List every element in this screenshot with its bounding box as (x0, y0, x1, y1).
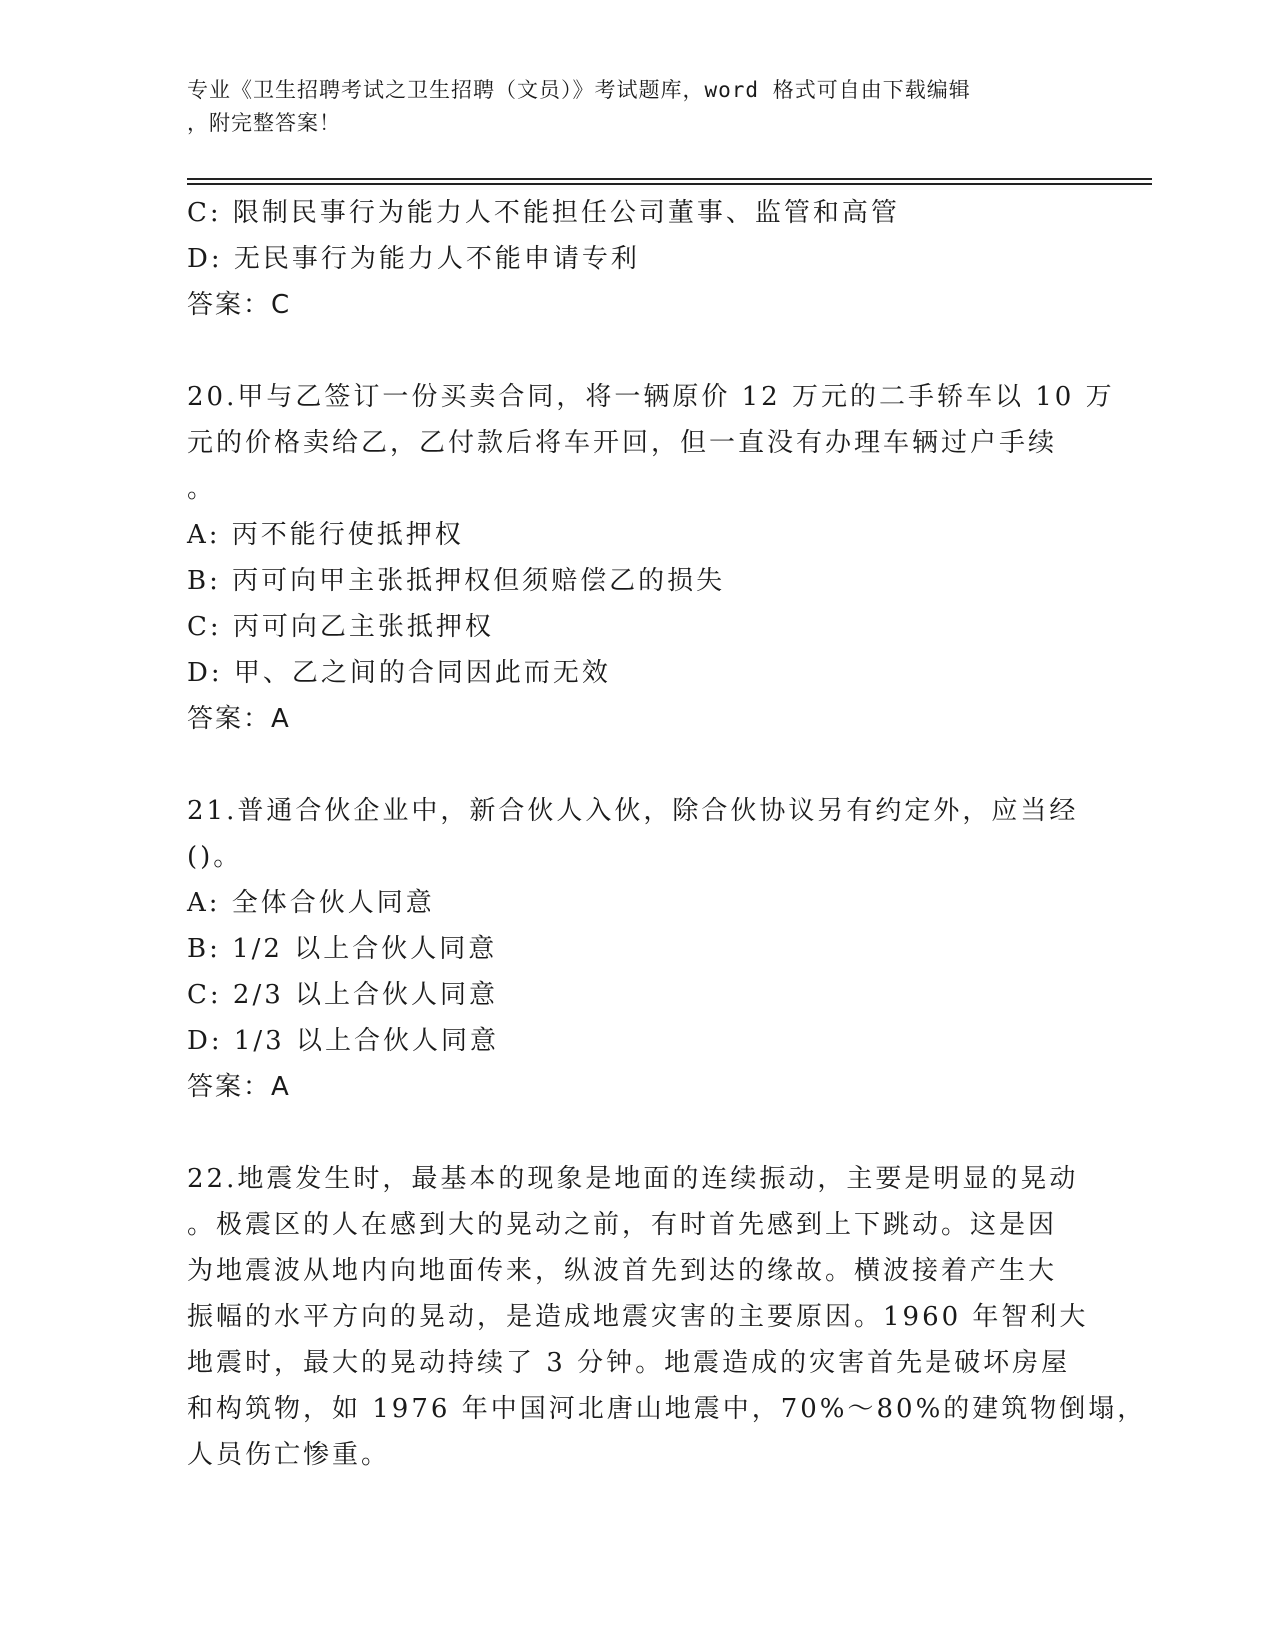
question-21 (187, 788, 1087, 1110)
question-text-line: 元的价格卖给乙，乙付款后将车开回，但一直没有办理车辆过户手续 (187, 428, 1058, 458)
header-rule-top (187, 178, 1152, 180)
question-19-tail (187, 190, 1087, 328)
question-text-line: 人员伤亡惨重。 (187, 1440, 391, 1470)
question-text-line: ()。 (187, 842, 243, 872)
header-line-2: ，附完整答案！ (187, 111, 341, 135)
question-text-line: 22.地震发生时，最基本的现象是地面的连续振动，主要是明显的晃动 (187, 1164, 1079, 1194)
question-text-line: 21.普通合伙企业中，新合伙人入伙，除合伙协议另有约定外，应当经 (187, 796, 1079, 826)
question-text-line: 振幅的水平方向的晃动，是造成地震灾害的主要原因。1960 年智利大 (187, 1302, 1089, 1332)
answer: 答案：A (187, 1072, 291, 1102)
document-header (187, 74, 1067, 140)
question-22 (187, 1156, 1147, 1478)
option-a: A: 丙不能行使抵押权 (187, 520, 464, 550)
option-c: C: 2/3 以上合伙人同意 (187, 980, 499, 1010)
option-b: B: 丙可向甲主张抵押权但须赔偿乙的损失 (187, 566, 726, 596)
option-d: D: 1/3 以上合伙人同意 (187, 1026, 499, 1056)
document-body (187, 190, 1147, 1478)
question-text-line: 为地震波从地内向地面传来，纵波首先到达的缘故。横波接着产生大 (187, 1256, 1058, 1286)
option-b: B: 1/2 以上合伙人同意 (187, 934, 498, 964)
question-text-line: 和构筑物，如 1976 年中国河北唐山地震中，70%～80%的建筑物倒塌， (187, 1394, 1147, 1424)
question-text-line: 。极震区的人在感到大的晃动之前，有时首先感到上下跳动。这是因 (187, 1210, 1058, 1240)
question-text-line: 20.甲与乙签订一份买卖合同，将一辆原价 12 万元的二手轿车以 10 万 (187, 382, 1115, 412)
question-text-line: 。 (187, 474, 217, 504)
option-c: C: 丙可向乙主张抵押权 (187, 612, 494, 642)
option-d: D: 甲、乙之间的合同因此而无效 (187, 658, 611, 688)
option-a: A: 全体合伙人同意 (187, 888, 435, 918)
header-line-1: 专业《卫生招聘考试之卫生招聘（文员）》考试题库，word 格式可自由下载编辑 (187, 78, 971, 102)
question-text-line: 地震时，最大的晃动持续了 3 分钟。地震造成的灾害首先是破坏房屋 (187, 1348, 1071, 1378)
question-20 (187, 374, 1115, 742)
option-d: D: 无民事行为能力人不能申请专利 (187, 244, 640, 274)
header-rule-bottom (187, 183, 1152, 185)
answer: 答案：A (187, 704, 291, 734)
spacer (187, 742, 1087, 788)
spacer (187, 328, 1087, 374)
answer: 答案：C (187, 290, 292, 320)
spacer (187, 1110, 1087, 1156)
option-c: C: 限制民事行为能力人不能担任公司董事、监管和高管 (187, 198, 900, 228)
